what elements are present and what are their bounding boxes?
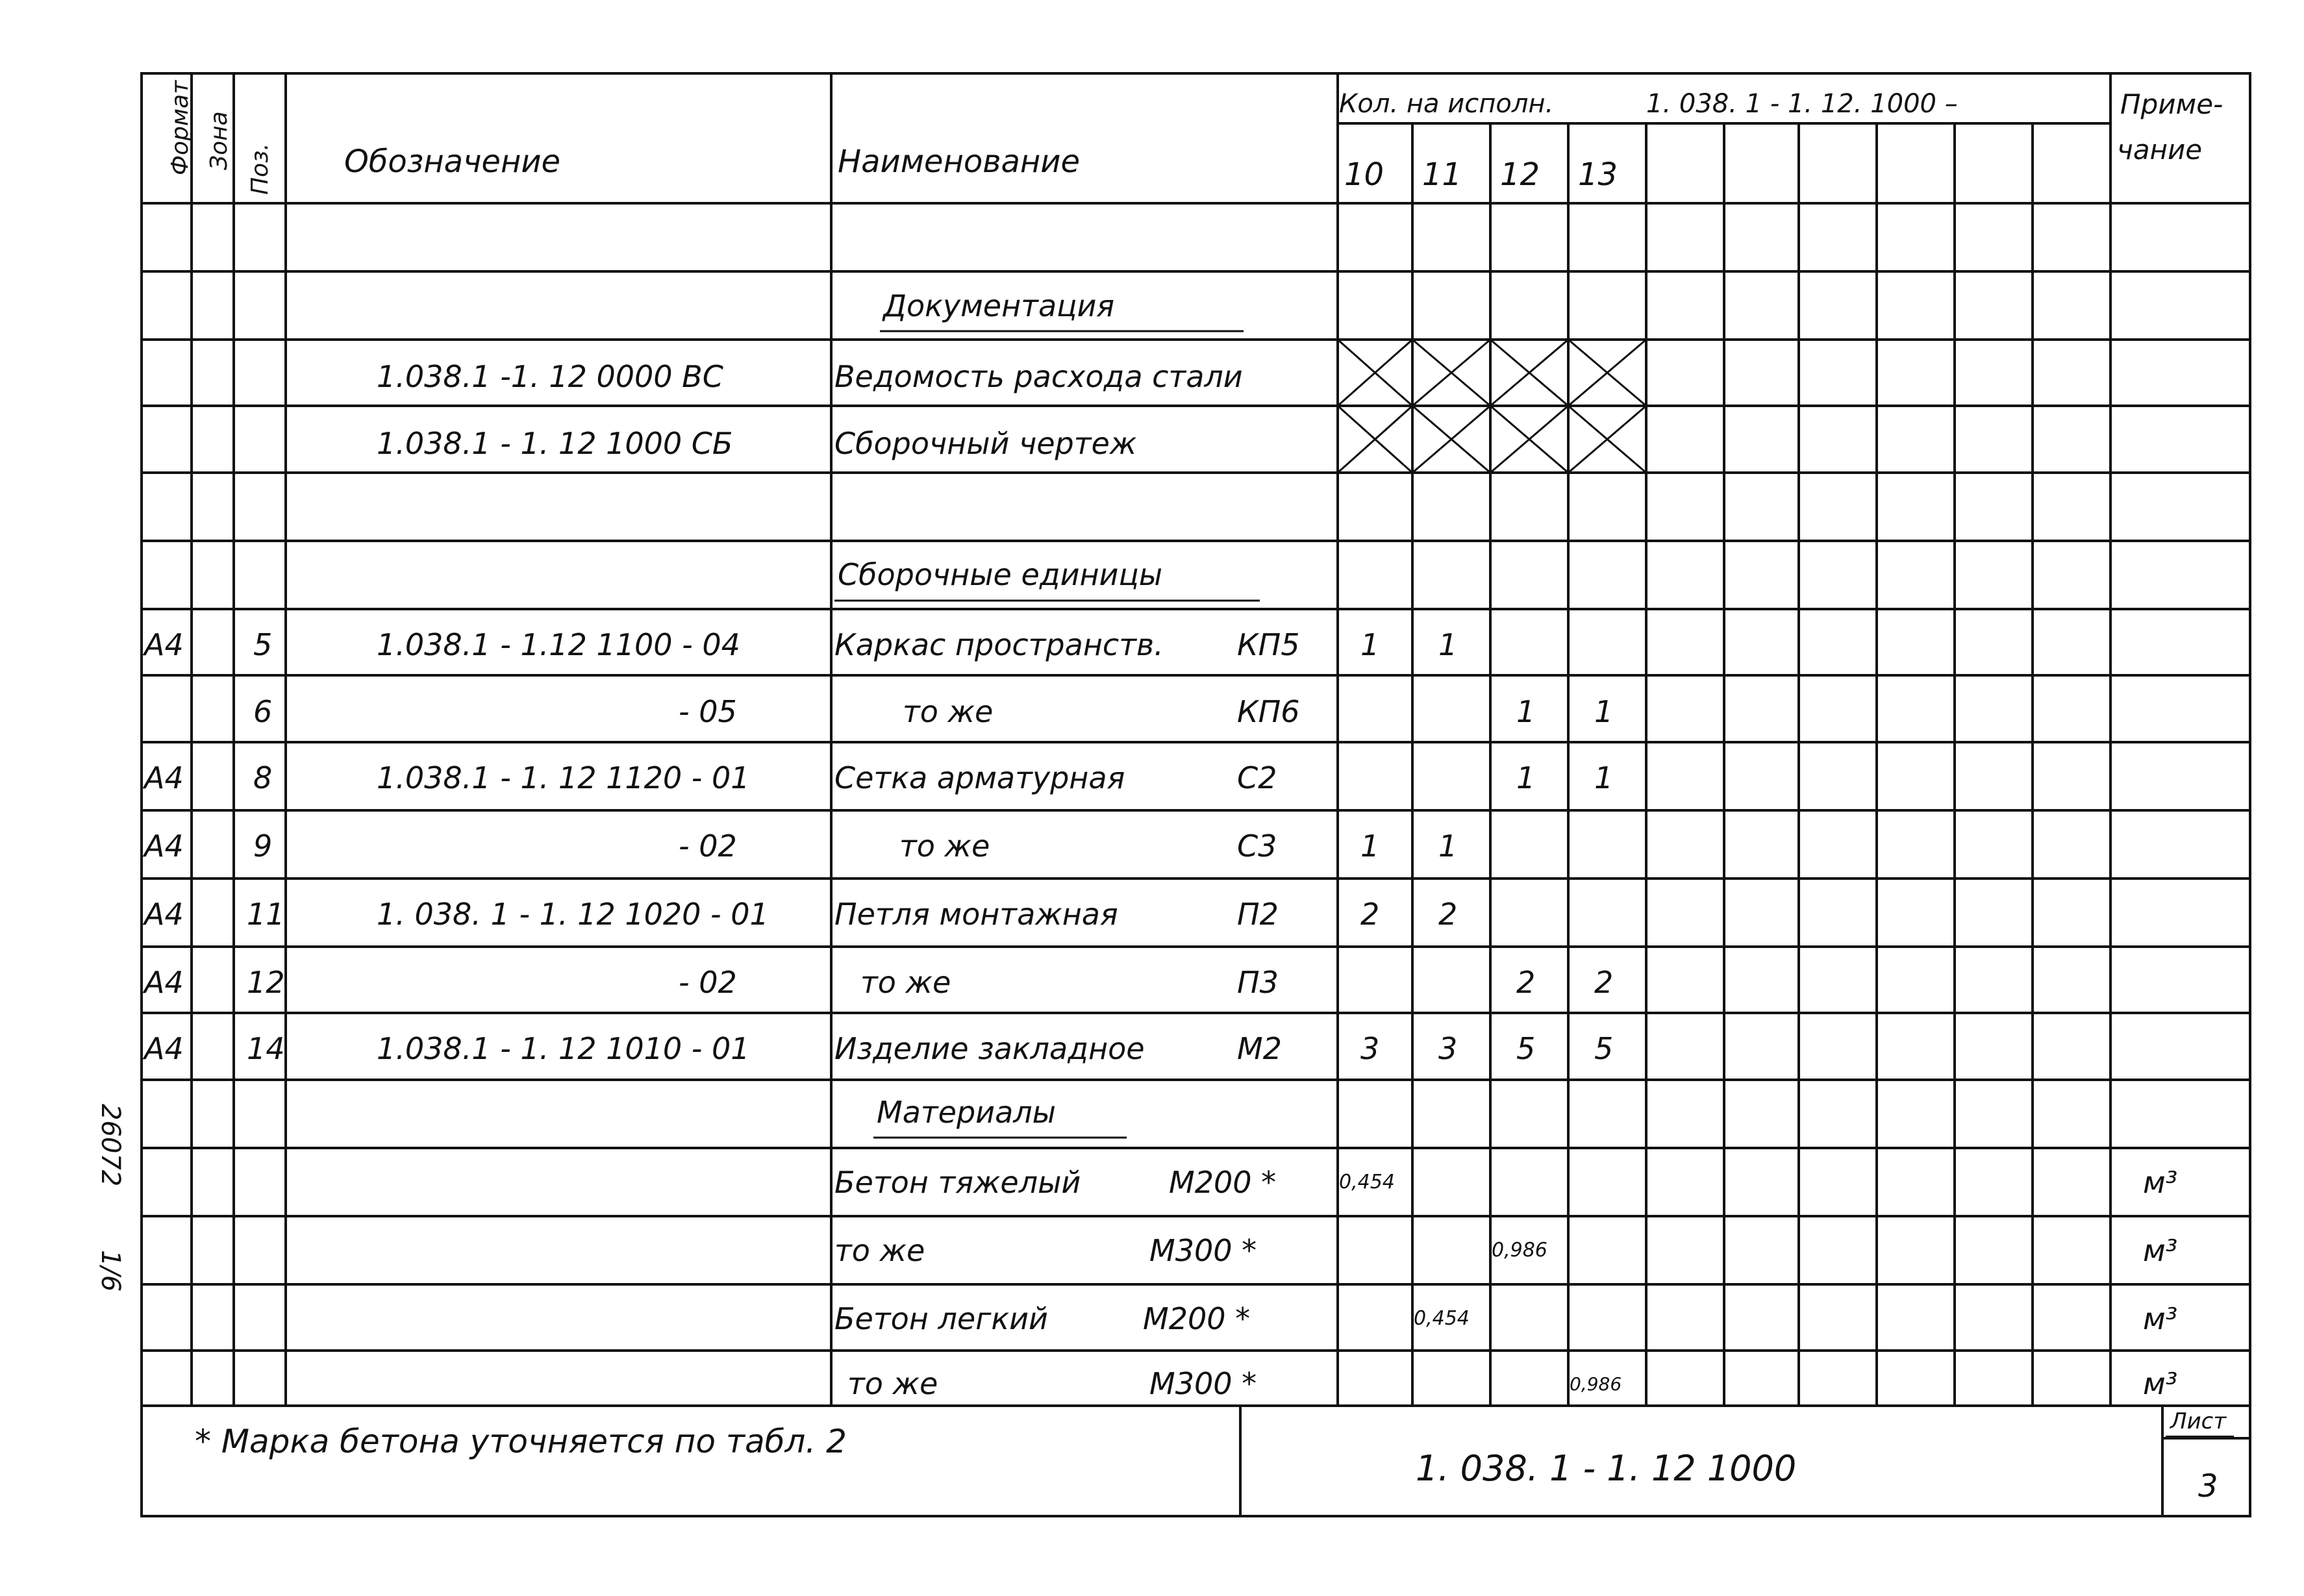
q10-r10: 2 — [1360, 897, 1380, 932]
header-variant-10: 10 — [1344, 156, 1384, 193]
format-r10: А4 — [144, 897, 184, 932]
mark-r9: С3 — [1237, 829, 1277, 864]
q11-r16: 0,454 — [1414, 1307, 1470, 1330]
margin-mark: 1/6 — [95, 1250, 125, 1292]
pos-r12: 14 — [247, 1031, 285, 1066]
pos-r11: 12 — [247, 965, 285, 1000]
pos-r6: 5 — [253, 627, 273, 662]
format-r9: А4 — [144, 829, 184, 864]
q13-r7: 1 — [1594, 694, 1614, 729]
header-variant-13: 13 — [1578, 156, 1618, 193]
section-documentation: Документация — [883, 288, 1115, 323]
q10-r6: 1 — [1360, 627, 1380, 662]
mark-r15: М300 * — [1149, 1233, 1257, 1268]
section-assemblies: Сборочные единицы — [838, 557, 1163, 592]
name-r10: Петля монтажная — [834, 897, 1118, 932]
name-r12: Изделие закладное — [834, 1031, 1145, 1066]
section-materials: Материалы — [877, 1095, 1056, 1130]
header-format: Формат — [167, 80, 194, 175]
header-designation: Обозначение — [344, 143, 561, 180]
doc-code: 1. 038. 1 - 1. 12 1000 — [1416, 1448, 1797, 1489]
mark-r17: М300 * — [1149, 1366, 1257, 1401]
q12-r12: 5 — [1516, 1031, 1536, 1066]
designation-r3: 1.038.1 - 1. 12 1000 СБ — [377, 426, 733, 461]
name-r15: то же — [834, 1233, 925, 1268]
mark-r6: КП5 — [1237, 627, 1300, 662]
q12-r11: 2 — [1516, 965, 1536, 1000]
format-r8: А4 — [144, 760, 184, 795]
q11-r10: 2 — [1438, 897, 1458, 932]
note-r14: м³ — [2143, 1165, 2178, 1200]
designation-r11: - 02 — [679, 965, 737, 1000]
q13-r8: 1 — [1594, 760, 1614, 795]
mark-r8: С2 — [1237, 760, 1277, 795]
note-r16: м³ — [2143, 1301, 2178, 1336]
name-r3: Сборочный чертеж — [834, 426, 1137, 461]
header-pos: Поз. — [247, 143, 273, 195]
mark-r10: П2 — [1237, 897, 1279, 932]
q12-r7: 1 — [1516, 694, 1536, 729]
margin-archive-number: 26072 — [95, 1104, 125, 1187]
pos-r9: 9 — [253, 829, 273, 864]
designation-r6: 1.038.1 - 1.12 1100 - 04 — [377, 627, 740, 662]
mark-r14: М200 * — [1169, 1165, 1277, 1200]
header-qty-label: Кол. на исполн. — [1339, 89, 1554, 119]
note-r17: м³ — [2143, 1366, 2178, 1401]
q12-r15: 0,986 — [1492, 1239, 1547, 1262]
mark-r7: КП6 — [1237, 694, 1300, 729]
name-r7: то же — [903, 694, 994, 729]
designation-r12: 1.038.1 - 1. 12 1010 - 01 — [377, 1031, 750, 1066]
format-r6: А4 — [144, 627, 184, 662]
mark-r12: М2 — [1237, 1031, 1282, 1066]
q13-r11: 2 — [1594, 965, 1614, 1000]
pos-r7: 6 — [253, 694, 273, 729]
q11-r6: 1 — [1438, 627, 1458, 662]
designation-r7: - 05 — [679, 694, 737, 729]
pos-r10: 11 — [247, 897, 285, 932]
name-r8: Сетка арматурная — [834, 760, 1125, 795]
name-r17: то же — [847, 1366, 938, 1401]
name-r14: Бетон тяжелый — [834, 1165, 1081, 1200]
name-r2: Ведомость расхода стали — [834, 359, 1243, 394]
q10-r14: 0,454 — [1339, 1171, 1395, 1193]
q10-r12: 3 — [1360, 1031, 1380, 1066]
header-variant-11: 11 — [1422, 156, 1462, 193]
q10-r9: 1 — [1360, 829, 1380, 864]
header-note-1: Приме- — [2120, 88, 2223, 120]
name-r6: Каркас пространств. — [834, 627, 1164, 662]
designation-r9: - 02 — [679, 829, 737, 864]
q11-r12: 3 — [1438, 1031, 1458, 1066]
header-variant-12: 12 — [1500, 156, 1540, 193]
designation-r10: 1. 038. 1 - 1. 12 1020 - 01 — [377, 897, 769, 932]
sheet-number: 3 — [2198, 1468, 2218, 1504]
mark-r16: М200 * — [1143, 1301, 1251, 1336]
format-r12: А4 — [144, 1031, 184, 1066]
format-r11: А4 — [144, 965, 184, 1000]
header-zone: Зона — [206, 111, 232, 170]
header-name: Наименование — [838, 143, 1081, 180]
q13-r17: 0,986 — [1570, 1373, 1622, 1395]
designation-r2: 1.038.1 -1. 12 0000 ВС — [377, 359, 723, 394]
name-r11: то же — [860, 965, 951, 1000]
note-r15: м³ — [2143, 1233, 2178, 1268]
sheet-label: Лист — [2170, 1408, 2227, 1434]
mark-r11: П3 — [1237, 965, 1279, 1000]
designation-r8: 1.038.1 - 1. 12 1120 - 01 — [377, 760, 750, 795]
name-r9: то же — [899, 829, 990, 864]
name-r16: Бетон легкий — [834, 1301, 1048, 1336]
q12-r8: 1 — [1516, 760, 1536, 795]
footnote: * Марка бетона уточняется по табл. 2 — [195, 1423, 847, 1460]
q13-r12: 5 — [1594, 1031, 1614, 1066]
q11-r9: 1 — [1438, 829, 1458, 864]
pos-r8: 8 — [253, 760, 273, 795]
header-qty-doc: 1. 038. 1 - 1. 12. 1000 – — [1646, 89, 1958, 119]
header-note-2: чание — [2117, 134, 2203, 166]
